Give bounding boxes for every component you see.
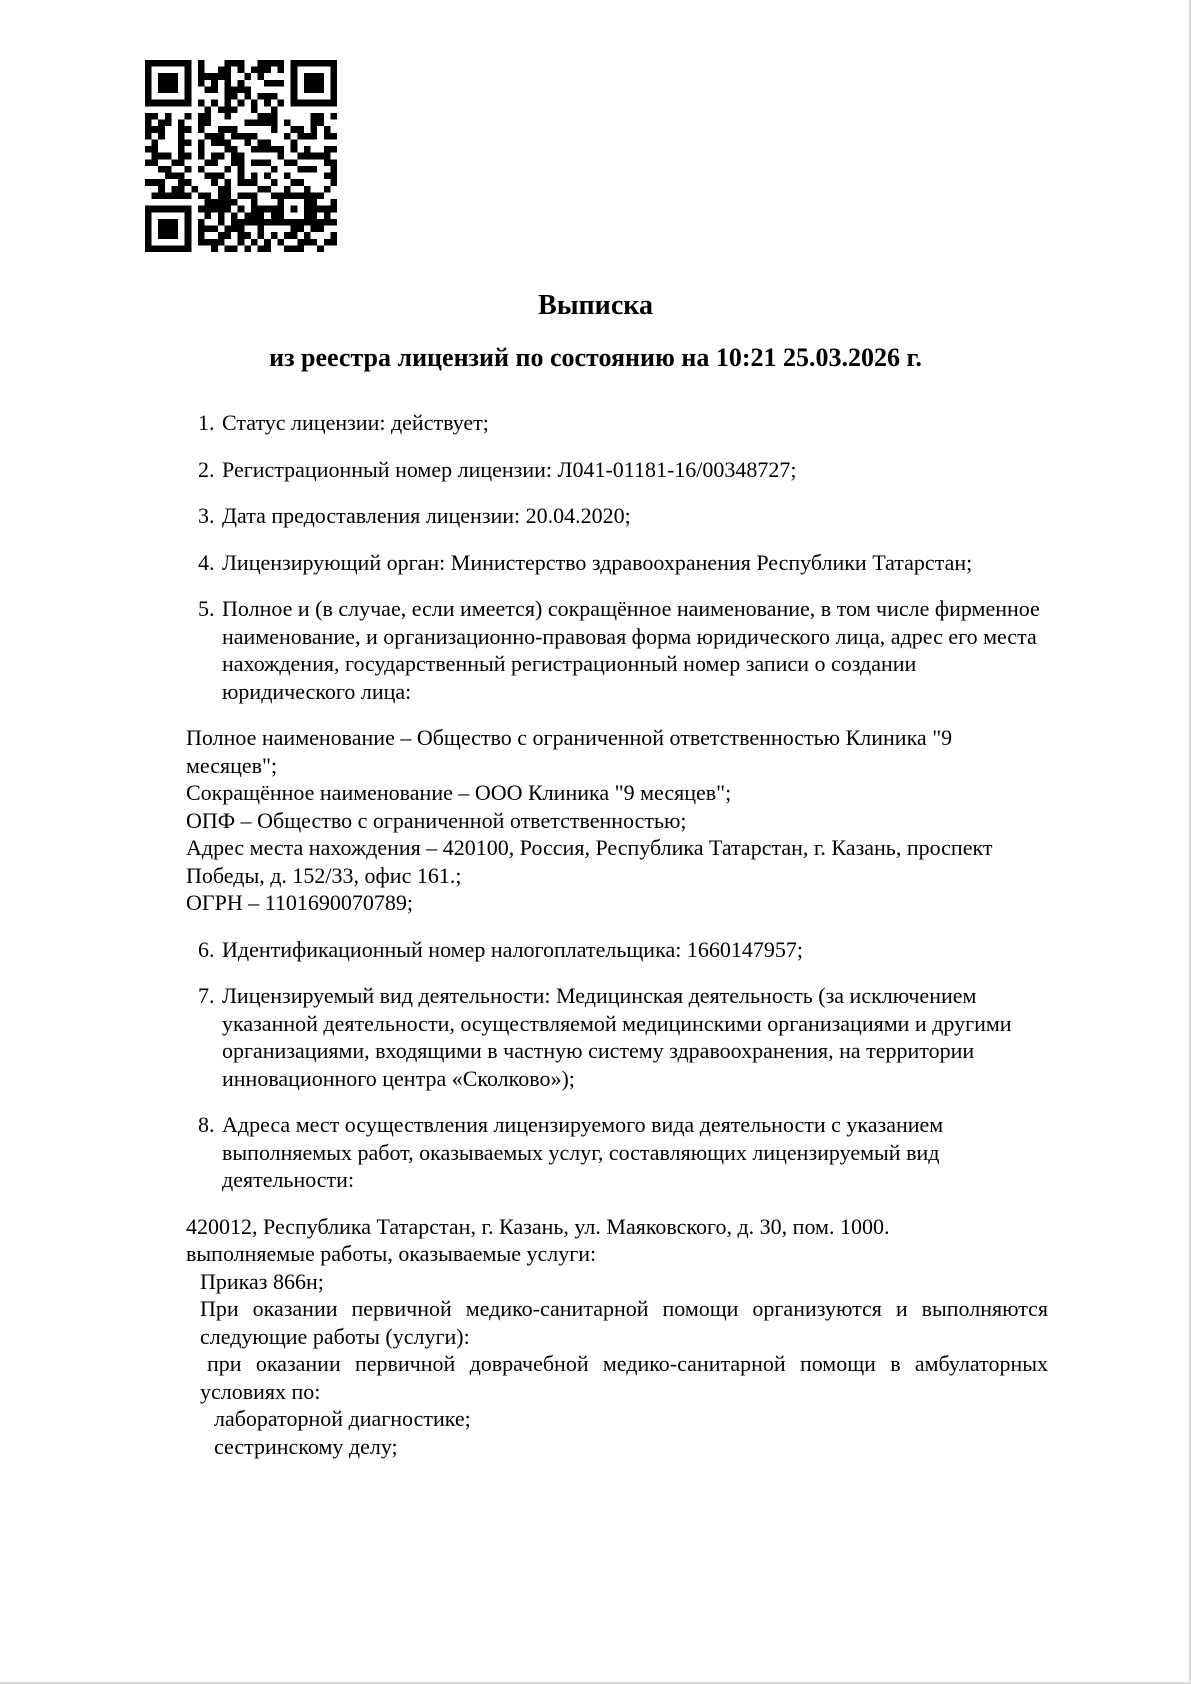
text-line: месяцев"; (186, 752, 278, 778)
text-line: инновационного центра «Сколково»); (222, 1065, 575, 1091)
numbered-item (198, 502, 1048, 530)
numbered-item (198, 936, 1048, 964)
text-line: лабораторной диагностике; (214, 1406, 471, 1431)
text-line: юридического лица: (222, 678, 412, 704)
item-number: 5. (198, 596, 215, 621)
text-line: ОПФ – Общество с ограниченной ответственностью; (186, 807, 687, 833)
text-line: Сокращённое наименование – ООО Клиника "9 месяцев"; (186, 780, 732, 805)
text-line: 420012, Республика Татарстан, г. Казань, ул. Маяковского, д. 30, пом. 1000. (186, 1213, 890, 1239)
text-line: Победы, д. 152/33, офис 161.; (186, 862, 462, 888)
text-line: указанной деятельности, осуществляемой медицинскими организациями и другими (222, 1010, 1012, 1036)
numbered-item (198, 456, 1048, 484)
text-line (198, 936, 1048, 964)
text-line: Полное наименование – Общество с ограниченной ответственностью Клиника "9 (186, 725, 953, 750)
qr-code-image (145, 60, 337, 252)
document-subtitle: из реестра лицензий по состоянию на 10:21 25.03.2026 г. (269, 343, 922, 372)
text-line: нахождения, государственный регистрационный номер записи о создании (222, 651, 917, 676)
item-text: Полное и (в случае, если имеется) сокращённое наименование, в том числе фирменное (222, 596, 1040, 621)
text-line (198, 595, 1048, 623)
text-line: организациями, входящими в частную систему здравоохранения, на территории (222, 1038, 975, 1063)
text-line: Адрес места нахождения – 420100, Россия, Республика Татарстан, г. Казань, проспект (186, 835, 993, 860)
numbered-item (198, 549, 1048, 577)
text-line: деятельности: (222, 1167, 355, 1192)
text-line (198, 982, 1048, 1010)
text-line: при оказании первичной доврачебной медико-санитарной помощи в амбулаторных (207, 1351, 1048, 1376)
text-line (198, 409, 1048, 437)
text-line (198, 456, 1048, 484)
qr-code (145, 60, 337, 252)
item-number: 8. (198, 1112, 215, 1137)
item-text: Идентификационный номер налогоплательщика: 1660147957; (222, 936, 803, 962)
numbered-item (198, 409, 1048, 437)
text-line: следующие работы (услуги): (200, 1323, 470, 1349)
text-line: ОГРН – 1101690070789; (186, 890, 414, 915)
text-line: При оказании первичной медико-санитарной помощи организуются и выполняются (200, 1296, 1048, 1321)
text-line (198, 502, 1048, 530)
text-line: выполняемые работы, оказываемые услуги: (186, 1241, 597, 1266)
text-block (186, 1213, 1048, 1461)
text-line: наименование, и организационно-правовая форма юридического лица, адрес его места (222, 623, 1037, 649)
text-line (198, 1111, 1048, 1139)
item-text: Адреса мест осуществления лицензируемого вида деятельности с указанием (222, 1112, 944, 1137)
text-line: Приказ 866н; (200, 1268, 324, 1294)
item-number: 7. (198, 983, 215, 1008)
item-text: Лицензируемый вид деятельности: Медицинская деятельность (за исключением (222, 983, 977, 1008)
numbered-item (198, 982, 1048, 1092)
item-text: Регистрационный номер лицензии: Л041-01181-16/00348727; (222, 456, 797, 482)
text-line (198, 549, 1048, 577)
text-block (186, 724, 1048, 917)
item-number: 4. (198, 549, 215, 575)
item-text: Статус лицензии: действует; (222, 410, 489, 435)
text-line: выполняемых работ, оказываемых услуг, составляющих лицензируемый вид (222, 1139, 940, 1165)
item-number: 2. (198, 456, 215, 482)
text-line: условиях по: (200, 1378, 321, 1404)
item-text: Лицензирующий орган: Министерство здравоохранения Республики Татарстан; (222, 549, 973, 575)
item-number: 6. (198, 936, 215, 962)
numbered-item (198, 595, 1048, 705)
item-number: 3. (198, 503, 215, 528)
document-body (186, 409, 1048, 1479)
document-title: Выписка (538, 290, 653, 321)
numbered-item (198, 1111, 1048, 1194)
item-number: 1. (198, 410, 215, 435)
item-text: Дата предоставления лицензии: 20.04.2020; (222, 503, 631, 528)
text-line: сестринскому делу; (214, 1433, 398, 1459)
